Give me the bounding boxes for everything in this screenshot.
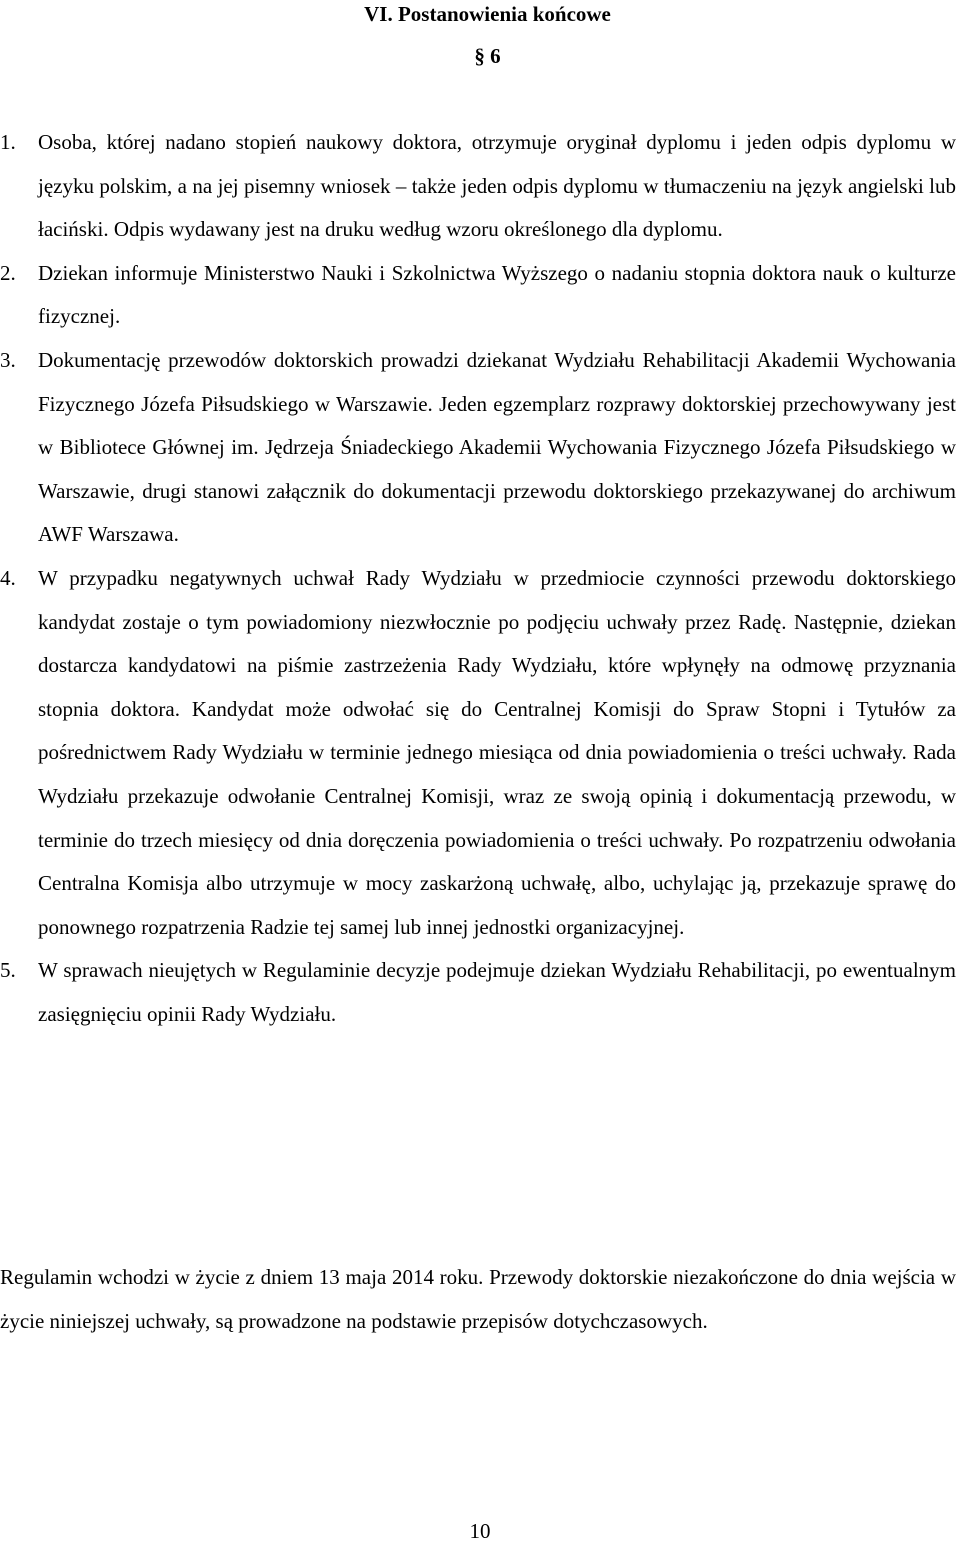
closing-paragraph: Regulamin wchodzi w życie z dniem 13 maja 2014 roku. Przewody doktorskie niezakończone do dnia wejścia w życie niniejszej uchwały, są prowadzone na podstawie przepisów dotychczasowych.	[0, 1265, 956, 1333]
list-item	[0, 949, 956, 1036]
list-item-text: Dokumentację przewodów doktorskich prowadzi dziekanat Wydziału Rehabilitacji Akademii Wychowania Fizycznego Józefa Piłsudskiego w Warszawie. Jeden egzemplarz rozprawy doktorskiej przechowywany jest w Bibliotece Głównej im. Jędrzeja Śniadeckiego Akademii Wychowania Fizycznego Józefa Piłsudskiego w Warszawie, drugi stanowi załącznik do dokumentacji przewodu doktorskiego przekazywanej do archiwum AWF Warszawa.	[38, 347, 956, 547]
paragraph-symbol: § 6	[474, 44, 501, 68]
list-item	[0, 557, 956, 949]
list-item-text: Osoba, której nadano stopień naukowy doktora, otrzymuje oryginał dyplomu i jeden odpis dyplomu w języku polskim, a na jej pisemny wniosek – także jeden odpis dyplomu w tłumaczeniu na język angielski lub łaciński. Odpis wydawany jest na druku według wzoru określonego dla dyplomu.	[38, 130, 956, 242]
list-item-text: Dziekan informuje Ministerstwo Nauki i Szkolnictwa Wyższego o nadaniu stopnia doktora nauk o kulturze fizycznej.	[38, 260, 956, 329]
list-item-number: 1.	[0, 130, 16, 154]
list-item-number: 3.	[0, 347, 16, 372]
list-item	[0, 252, 956, 339]
list-item-text: W przypadku negatywnych uchwał Rady Wydziału w przedmiocie czynności przewodu doktorskiego kandydat zostaje o tym powiadomiony niezwłocznie po podjęciu uchwały przez Radę. Następnie, dziekan dostarcza kandydatowi na piśmie zastrzeżenia Rady Wydziału, które wpłynęły na odmowę przyznania stopnia doktora. Kandydat może odwołać się do Centralnej Komisji do Spraw Stopni i Tytułów za pośrednictwem Rady Wydziału w terminie jednego miesiąca od dnia powiadomienia o treści uchwały. Rada Wydziału przekazuje odwołanie Centralnej Komisji, wraz ze swoją opinią i dokumentacją przewodu, w terminie do trzech miesięcy od dnia doręczenia powiadomienia o treści uchwały. Po rozpatrzeniu odwołania Centralna Komisja albo utrzymuje w mocy zaskarżoną uchwałę, albo, uchylając ją, przekazuje sprawę do ponownego rozpatrzenia Radzie tej samej lub innej jednostki organizacyjnej.	[38, 565, 956, 939]
list-item-number: 2.	[0, 260, 16, 285]
page-number: 10	[469, 1519, 491, 1543]
section-title: VI. Postanowienia końcowe	[364, 2, 611, 26]
provisions-list	[0, 121, 956, 1036]
list-item-number: 4.	[0, 565, 16, 590]
list-item	[0, 121, 956, 252]
list-item-number: 5.	[0, 958, 16, 983]
list-item-text: W sprawach nieujętych w Regulaminie decyzje podejmuje dziekan Wydziału Rehabilitacji, po ewentualnym zasięgnięciu opinii Rady Wydziału.	[38, 958, 956, 1026]
list-item	[0, 339, 956, 557]
